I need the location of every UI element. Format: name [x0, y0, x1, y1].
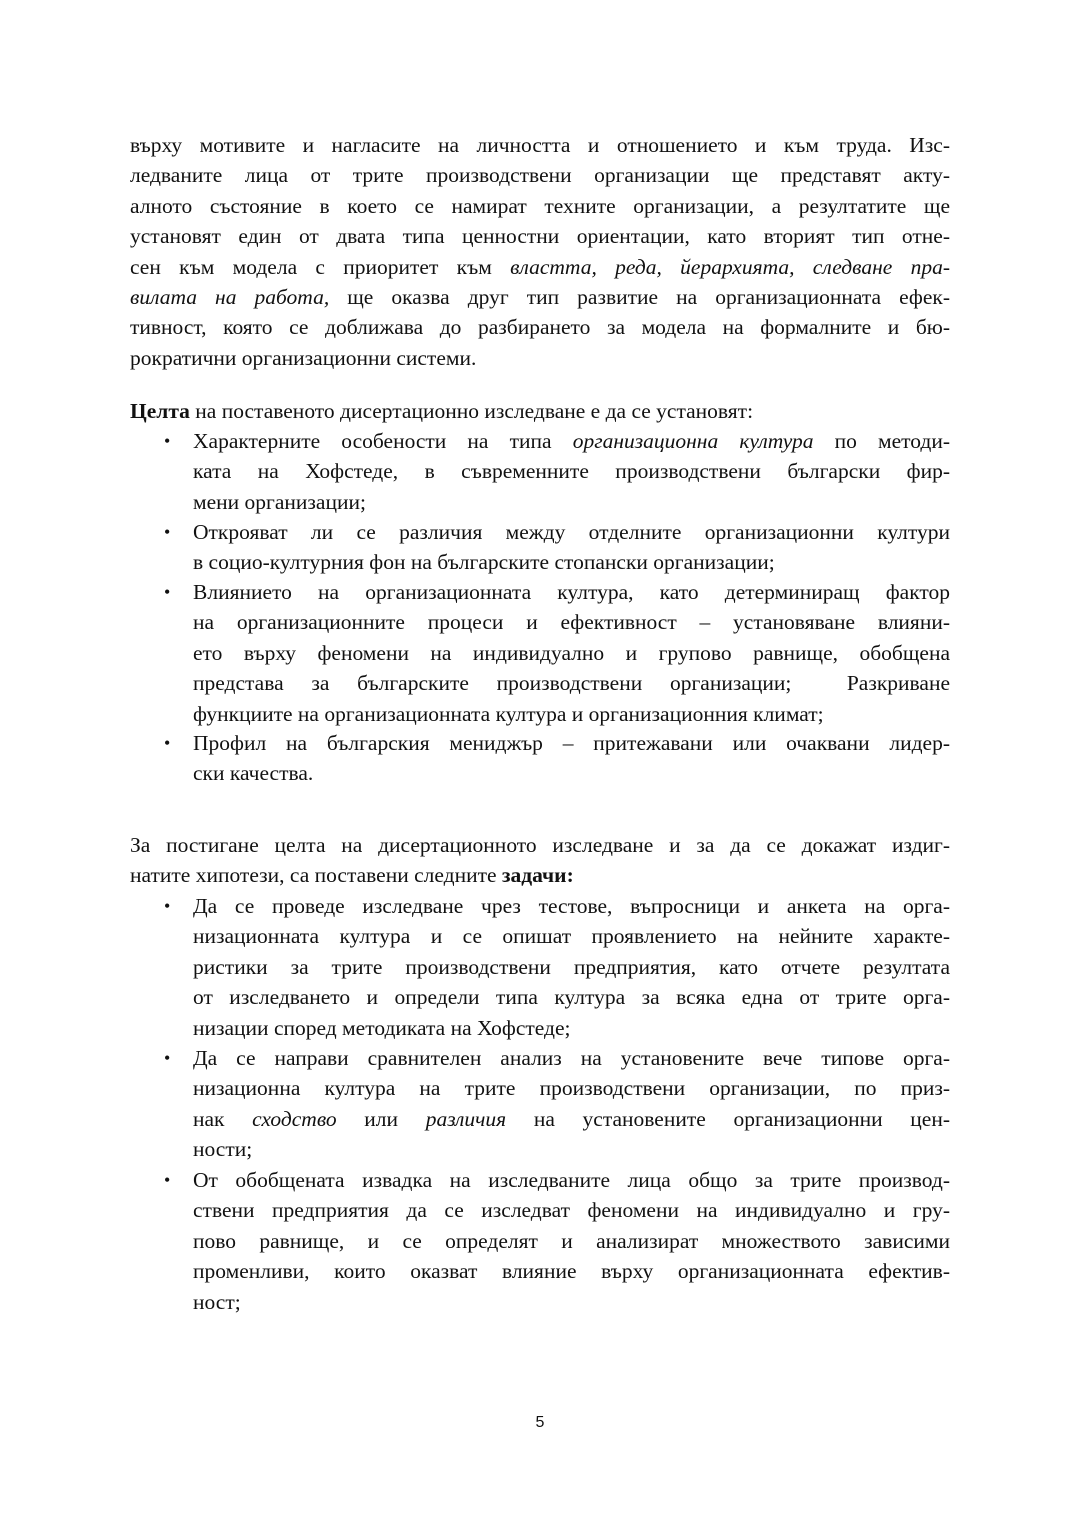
text-segment: ристики за трите производствени предприятия, като отчете резултата — [193, 954, 950, 979]
text-line — [130, 1134, 950, 1164]
bullet-item — [130, 1043, 950, 1165]
text-segment: пово равнище, и се определят и анализират множеството зависими — [193, 1228, 950, 1253]
bullet-item — [130, 426, 950, 517]
bullet-item — [130, 1165, 950, 1317]
text-segment: ще оказва друг тип развитие на организационната ефек- — [329, 284, 950, 309]
bold-text: задачи: — [501, 863, 574, 888]
text-segment: променливи, които оказват влияние върху организационната ефектив- — [193, 1259, 950, 1284]
text-line — [130, 1073, 950, 1103]
text-line — [130, 456, 950, 486]
bullet-icon: • — [164, 1048, 171, 1068]
text-segment: ледваните лица от трите производствени организации ще представят акту- — [130, 163, 950, 188]
text-line — [130, 343, 950, 373]
text-segment: на поставеното дисертационно изследване е да се установят: — [189, 399, 754, 423]
text-line — [130, 1165, 950, 1195]
bullet-icon: • — [164, 522, 171, 542]
italic-text: различия — [425, 1106, 507, 1131]
text-line — [130, 282, 950, 312]
bullet-icon: • — [164, 733, 171, 753]
text-line — [130, 517, 950, 547]
text-segment: от изследването и определи типа култура за всяка една от трите орга- — [193, 985, 950, 1010]
italic-text: властта, реда, йерархията, следване пра- — [510, 254, 950, 279]
text-line — [130, 1043, 950, 1073]
text-line — [130, 891, 950, 921]
text-line — [130, 312, 950, 342]
text-line — [130, 487, 950, 517]
paragraph — [130, 396, 950, 426]
text-line — [130, 830, 950, 860]
text-line — [130, 607, 950, 637]
bullet-item — [130, 728, 950, 789]
text-line — [130, 1287, 950, 1317]
bullet-item — [130, 517, 950, 578]
bullet-item — [130, 891, 950, 1043]
text-line — [130, 1256, 950, 1286]
text-segment: низационна култура на трите производствени организации, по приз- — [193, 1076, 950, 1101]
text-line — [130, 160, 950, 190]
text-segment: За постигане целта на дисертационното изследване и за да се докажат издиг- — [130, 833, 950, 857]
text-segment: алното състояние в което се намират техните организации, а резултатите ще — [130, 193, 950, 218]
text-segment: функциите на организационната култура и организационния климат; — [193, 701, 824, 726]
text-segment: тивност, която се доближава до разбирането за модела на формалните и бю- — [130, 315, 950, 340]
text-line — [130, 191, 950, 221]
text-segment: рократични организационни системи. — [130, 345, 477, 370]
text-segment: натите хипотези, са поставени следните — [130, 863, 502, 888]
text-line — [130, 921, 950, 951]
text-segment: ски качества. — [193, 761, 314, 786]
text-segment: низационната култура и се опишат проявлението на нейните характе- — [193, 924, 950, 949]
text-segment: Да се проведе изследване чрез тестове, въпросници и анкета на орга- — [193, 894, 950, 918]
text-line — [130, 638, 950, 668]
text-segment: От обобщената извадка на изследваните лица общо за трите производ- — [193, 1168, 950, 1192]
text-segment: върху мотивите и нагласите на личността и отношението и към труда. Изс- — [130, 133, 950, 157]
text-segment: сен към модела с приоритет към — [130, 254, 511, 279]
paragraph — [130, 830, 950, 891]
text-segment: Да се направи сравнителен анализ на установените вече типове орга- — [193, 1046, 950, 1070]
text-line — [130, 130, 950, 160]
text-segment: Влиянието на организационната култура, като детерминиращ фактор — [193, 580, 950, 604]
text-line — [130, 952, 950, 982]
text-line — [130, 252, 950, 282]
text-segment: в социо-културния фон на българските стопански организации; — [193, 550, 775, 575]
text-segment: нак — [193, 1106, 253, 1131]
italic-text: организационна култура — [572, 429, 814, 453]
text-segment: ката на Хофстеде, в съвременните производствени български фир- — [193, 459, 950, 484]
bullet-icon: • — [164, 896, 171, 916]
text-line — [130, 699, 950, 729]
text-line — [130, 1013, 950, 1043]
text-segment: установят един от двата типа ценностни ориентации, като вторият тип отне- — [130, 224, 950, 249]
text-segment: ност; — [193, 1289, 241, 1314]
bullet-item — [130, 577, 950, 729]
text-segment: ето върху феномени на индивидуално и групово равнище, обобщена — [193, 640, 950, 665]
bullet-icon: • — [164, 431, 171, 451]
text-segment: на организационните процеси и ефективност – установяване влияни- — [193, 610, 950, 635]
text-segment: по методи- — [813, 429, 950, 453]
bullet-icon: • — [164, 1170, 171, 1190]
text-segment: ности; — [193, 1137, 253, 1162]
text-segment: Профил на българския мениджър – притежавани или очаквани лидер- — [193, 731, 950, 755]
text-line — [130, 426, 950, 456]
text-line — [130, 1195, 950, 1225]
text-line — [130, 668, 950, 698]
text-segment: Характерните особености на типа — [193, 429, 573, 453]
text-line — [130, 758, 950, 788]
text-segment: ствени предприятия да се изследват феномени на индивидуално и гру- — [193, 1198, 950, 1223]
italic-text: вилата на работа, — [130, 284, 330, 309]
text-segment: представа за българските производствени организации; Разкриване — [193, 671, 950, 696]
text-line — [130, 1226, 950, 1256]
text-segment: мени организации; — [193, 489, 366, 514]
text-line — [130, 577, 950, 607]
text-line — [130, 221, 950, 251]
text-line — [130, 1104, 950, 1134]
paragraph — [130, 130, 950, 373]
text-line — [130, 982, 950, 1012]
text-segment: на установените организационни цен- — [506, 1106, 950, 1131]
text-line — [130, 860, 950, 890]
text-segment: низации според методиката на Хофстеде; — [193, 1015, 571, 1040]
bold-text: Целта — [130, 399, 190, 423]
page-number: 5 — [535, 1414, 545, 1431]
text-segment: Открояват ли се различия между отделните организационни култури — [193, 520, 950, 544]
text-line — [130, 547, 950, 577]
text-line — [130, 728, 950, 758]
bullet-icon: • — [164, 582, 171, 602]
text-segment: или — [336, 1106, 426, 1131]
text-line — [130, 396, 950, 426]
italic-text: сходство — [252, 1106, 337, 1131]
